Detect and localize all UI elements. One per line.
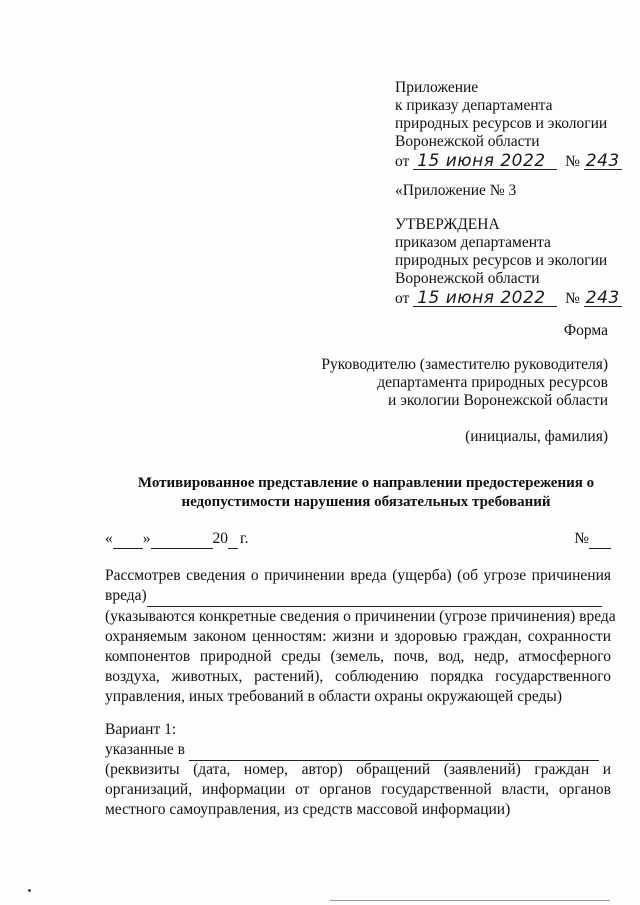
approval-date-line <box>395 290 622 308</box>
paragraph-1-line-2-text: вреда) <box>105 587 147 604</box>
approval-number-prefix: № <box>565 290 580 307</box>
approval-line-1: приказом департамента <box>395 234 551 251</box>
doc-number-sign: № <box>574 530 589 547</box>
approval-date-handwritten: 15 июня 2022 <box>413 290 557 307</box>
header-line-1: Приложение <box>395 79 479 96</box>
approval-line-2: природных ресурсов и экологии <box>395 252 608 269</box>
date-close-quote: » <box>142 530 151 547</box>
paragraph-3-line-1: (реквизиты (дата, номер, автор) обращений (заявлений) граждан и <box>105 761 611 778</box>
header-date-prefix: от <box>395 153 410 170</box>
scan-speck <box>28 889 31 892</box>
document-title-line-2: недопустимости нарушения обязательных требований <box>181 494 551 510</box>
header-line-2: к приказу департамента <box>395 97 553 114</box>
form-label: Форма <box>563 322 608 339</box>
harm-details-blank <box>147 586 602 607</box>
paragraph-1-line-1: Рассмотрев сведения о причинении вреда (ущерба) (об угрозе причинения <box>105 567 611 584</box>
paragraph-3-line-2: организаций, информации от органов государственной власти, органов <box>105 781 611 798</box>
variant-1-label: Вариант 1: <box>105 721 177 738</box>
variant-1-line-text: указанные в <box>105 741 186 758</box>
approval-title: УТВЕРЖДЕНА <box>395 216 500 233</box>
header-number-handwritten: 243 <box>584 153 622 170</box>
date-day-blank <box>113 530 143 549</box>
appendix-header <box>395 79 622 171</box>
appendix-3-label: «Приложение № 3 <box>395 182 517 199</box>
header-line-3: природных ресурсов и экологии <box>395 115 608 132</box>
paragraph-3-line-3: местного самоуправления, из средств массовой информации) <box>105 801 511 818</box>
approval-number-handwritten: 243 <box>584 290 622 307</box>
doc-number-blank <box>589 530 611 549</box>
date-line <box>105 530 611 549</box>
variant-1-line <box>105 740 611 761</box>
header-number-prefix: № <box>565 153 580 170</box>
date-year-prefix: 20 <box>212 530 228 547</box>
paragraph-2-line-2: охраняемым законом ценностям: жизни и здоровью граждан, сохранности <box>105 628 611 645</box>
bottom-edge-rule <box>330 900 610 901</box>
paragraph-2-line-5: управления, иных требований в области охраны окружающей среды) <box>105 688 562 705</box>
header-line-4: Воронежской области <box>395 133 540 150</box>
document-title <box>120 474 612 512</box>
approval-block <box>395 216 622 308</box>
header-date-handwritten: 15 июня 2022 <box>413 153 557 170</box>
header-date-line <box>395 153 622 171</box>
addressee-initials: (инициалы, фамилия) <box>465 428 608 445</box>
date-open-quote: « <box>105 530 113 547</box>
doc-number-group <box>574 530 611 549</box>
addressee-line-3: и экологии Воронежской области <box>388 392 608 409</box>
variant-1-blank <box>189 740 599 761</box>
date-year-suffix: г. <box>240 530 249 547</box>
addressee-line-2: департамента природных ресурсов <box>377 374 608 391</box>
variant-1-block <box>105 720 611 761</box>
addressee-line-1: Руководителю (заместителю руководителя) <box>321 356 608 373</box>
date-year-blank <box>228 530 238 549</box>
approval-line-3: Воронежской области <box>395 270 540 287</box>
paragraph-2-line-1: (указываются конкретные сведения о причинении (угрозе причинения) вреда <box>105 608 616 625</box>
paragraph-2-line-3: компонентов природной среды (земель, почв, вод, недр, атмосферного <box>105 648 611 665</box>
document-title-line-1: Мотивированное представление о направлении предостережения о <box>137 475 595 491</box>
approval-date-prefix: от <box>395 290 410 307</box>
paragraph-harm-details <box>105 607 616 707</box>
paragraph-considered <box>105 566 611 607</box>
paragraph-requisites <box>105 760 611 820</box>
paragraph-2-line-4: воздуха, животных, растений), соблюдению порядка государственного <box>105 668 611 685</box>
date-month-blank <box>151 530 213 549</box>
paragraph-1-line-2 <box>105 586 611 607</box>
